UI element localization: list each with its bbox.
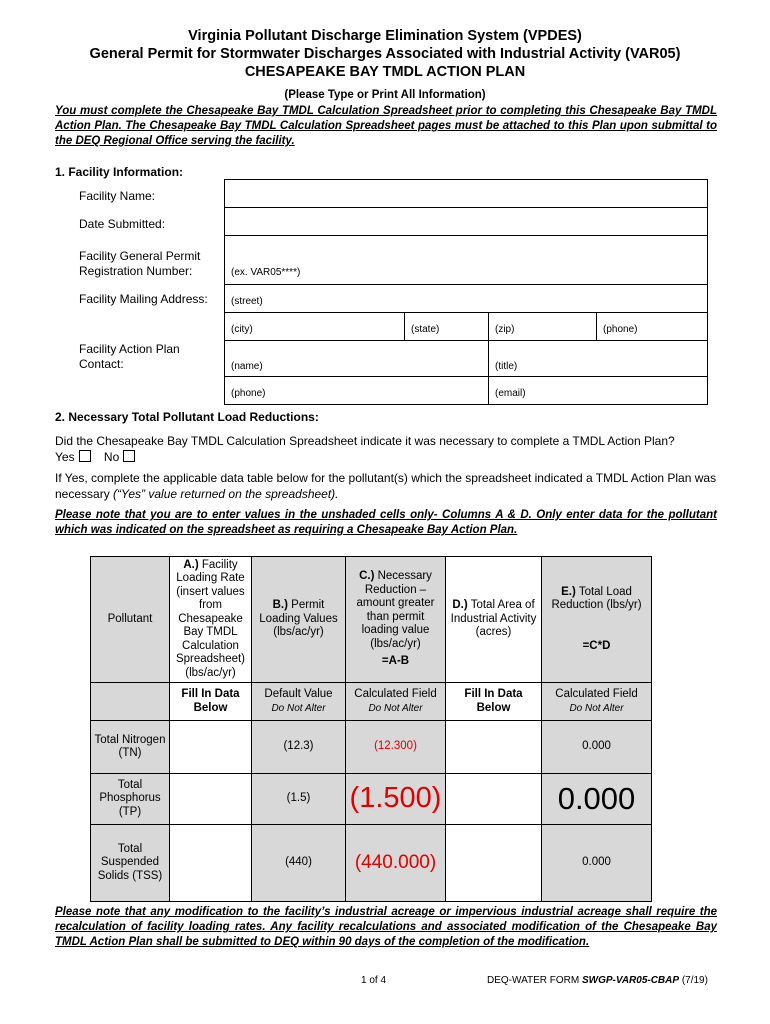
col-b-subheader: Default Value Do Not Alter xyxy=(252,683,346,721)
tss-col-d-input[interactable] xyxy=(446,825,542,902)
street-field[interactable] xyxy=(224,284,708,313)
contact-name-field[interactable] xyxy=(224,340,489,377)
state-field[interactable] xyxy=(404,312,489,341)
pollutant-header: Pollutant xyxy=(91,557,170,683)
form-id: DEQ-WATER FORM SWGP-VAR05-CBAP (7/19) xyxy=(487,975,708,986)
tp-col-a-input[interactable] xyxy=(170,774,252,825)
col-c-header: C.) Necessary Reduction – amount greater than permit loading value (lbs/ac/yr) =A-B xyxy=(346,557,446,683)
section2-heading: 2. Necessary Total Pollutant Load Reductions: xyxy=(55,410,319,424)
permit-number-label: Facility General Permit Registration Number: xyxy=(79,249,201,278)
permit-number-hint: (ex. VAR05****) xyxy=(231,267,301,278)
contact-label: Facility Action Plan Contact: xyxy=(79,342,180,371)
if-yes-instruction xyxy=(55,470,720,502)
tn-total-load: 0.000 xyxy=(542,721,652,774)
email-field[interactable] xyxy=(488,376,708,405)
col-c-subheader: Calculated Field Do Not Alter xyxy=(346,683,446,721)
form-title-3: CHESAPEAKE BAY TMDL ACTION PLAN xyxy=(244,64,526,80)
contact-phone-field[interactable] xyxy=(224,376,489,405)
contact-title-field[interactable] xyxy=(488,340,708,377)
yes-label: Yes xyxy=(55,450,75,464)
if-yes-text: If Yes, complete the applicable data table below for the pollutant(s) which the spreadsheet indicated a TMDL Action Plan was necessary xyxy=(55,471,717,501)
tss-reduction-value: (440.000) xyxy=(346,825,446,902)
title-hint: (title) xyxy=(495,361,518,372)
tn-reduction-value: (12.300) xyxy=(346,721,446,774)
warning-text: You must complete the Chesapeake Bay TMDL Calculation Spreadsheet prior to completing this Chesapeake Bay TMDL Action Plan. The Chesapeake Bay TMDL Calculation Spreadsheet pages must be attached to this Plan upon submittal to the DEQ Regional Office serving the facility. xyxy=(55,105,717,147)
col-a-header: A.) Facility Loading Rate (insert values from Chesapeake Bay TMDL Calculation Spreadsheet) (lbs/ac/yr) xyxy=(170,557,252,683)
contact-phone-hint: (phone) xyxy=(231,388,266,399)
tp-permit-value: (1.5) xyxy=(252,774,346,825)
table-row xyxy=(91,721,652,774)
no-checkbox[interactable] xyxy=(123,450,135,462)
col-e-subheader: Calculated Field Do Not Alter xyxy=(542,683,652,721)
entry-note: Please note that you are to enter values in the unshaded cells only- Columns A & D. Only enter data for the pollutant which was indicated on the spreadsheet as requiring a Chesapeake Bay Action Plan. xyxy=(55,509,717,536)
col-d-header: D.) Total Area of Industrial Activity (acres) xyxy=(446,557,542,683)
city-hint: (city) xyxy=(231,324,253,335)
table-row xyxy=(91,774,652,825)
tn-col-a-input[interactable] xyxy=(170,721,252,774)
page-number: 1 of 4 xyxy=(361,975,387,986)
col-d-subheader: Fill In Data Below xyxy=(446,683,542,721)
table-row xyxy=(91,825,652,902)
if-yes-italic: (“Yes” value returned on the spreadsheet). xyxy=(113,487,339,501)
load-reduction-table xyxy=(90,556,652,902)
date-submitted-label: Date Submitted: xyxy=(79,217,166,231)
no-label: No xyxy=(103,450,120,464)
date-submitted-field[interactable] xyxy=(224,207,708,236)
pollutant-tp: Total Phosphorus (TP) xyxy=(91,774,170,825)
phone-field[interactable] xyxy=(596,312,708,341)
col-e-header: E.) Total Load Reduction (lbs/yr) =C*D xyxy=(542,557,652,683)
subheader-blank xyxy=(91,683,170,721)
state-hint: (state) xyxy=(411,324,440,335)
mailing-address-label: Facility Mailing Address: xyxy=(79,292,208,306)
zip-hint: (zip) xyxy=(495,324,515,335)
phone-hint: (phone) xyxy=(603,324,638,335)
section1-heading: 1. Facility Information: xyxy=(55,165,184,179)
question-text: Did the Chesapeake Bay TMDL Calculation Spreadsheet indicate it was necessary to complete a TMDL Action Plan? xyxy=(55,434,675,448)
facility-name-label: Facility Name: xyxy=(79,189,156,203)
permit-number-field[interactable] xyxy=(224,235,708,285)
tss-total-load: 0.000 xyxy=(542,825,652,902)
facility-name-field[interactable] xyxy=(224,179,708,208)
instruction-text: (Please Type or Print All Information) xyxy=(284,89,486,101)
form-title-2: General Permit for Stormwater Discharges Associated with Industrial Activity (VAR05) xyxy=(89,46,681,62)
tn-col-d-input[interactable] xyxy=(446,721,542,774)
tss-permit-value: (440) xyxy=(252,825,346,902)
form-title-1: Virginia Pollutant Discharge Elimination System (VPDES) xyxy=(188,28,582,44)
name-hint: (name) xyxy=(231,361,263,372)
email-hint: (email) xyxy=(495,388,526,399)
street-hint: (street) xyxy=(231,296,263,307)
tp-total-load: 0.000 xyxy=(542,774,652,825)
zip-field[interactable] xyxy=(488,312,597,341)
tp-reduction-value: (1.500) xyxy=(346,774,446,825)
tss-col-a-input[interactable] xyxy=(170,825,252,902)
modification-note: Please note that any modification to the facility’s industrial acreage or impervious industrial acreage shall require the recalculation of facility loading rates. Any facility recalculations and associated modification of the Chesapeake Bay TMDL Action Plan shall be submitted to DEQ within 90 days of the completion of the modification. xyxy=(55,906,717,948)
tn-permit-value: (12.3) xyxy=(252,721,346,774)
yes-checkbox[interactable] xyxy=(79,450,91,462)
pollutant-tn: Total Nitrogen (TN) xyxy=(91,721,170,774)
col-b-header: B.) Permit Loading Values (lbs/ac/yr) xyxy=(252,557,346,683)
pollutant-tss: Total Suspended Solids (TSS) xyxy=(91,825,170,902)
col-a-subheader: Fill In Data Below xyxy=(170,683,252,721)
tp-col-d-input[interactable] xyxy=(446,774,542,825)
city-field[interactable] xyxy=(224,312,405,341)
tmdl-question xyxy=(55,433,720,465)
